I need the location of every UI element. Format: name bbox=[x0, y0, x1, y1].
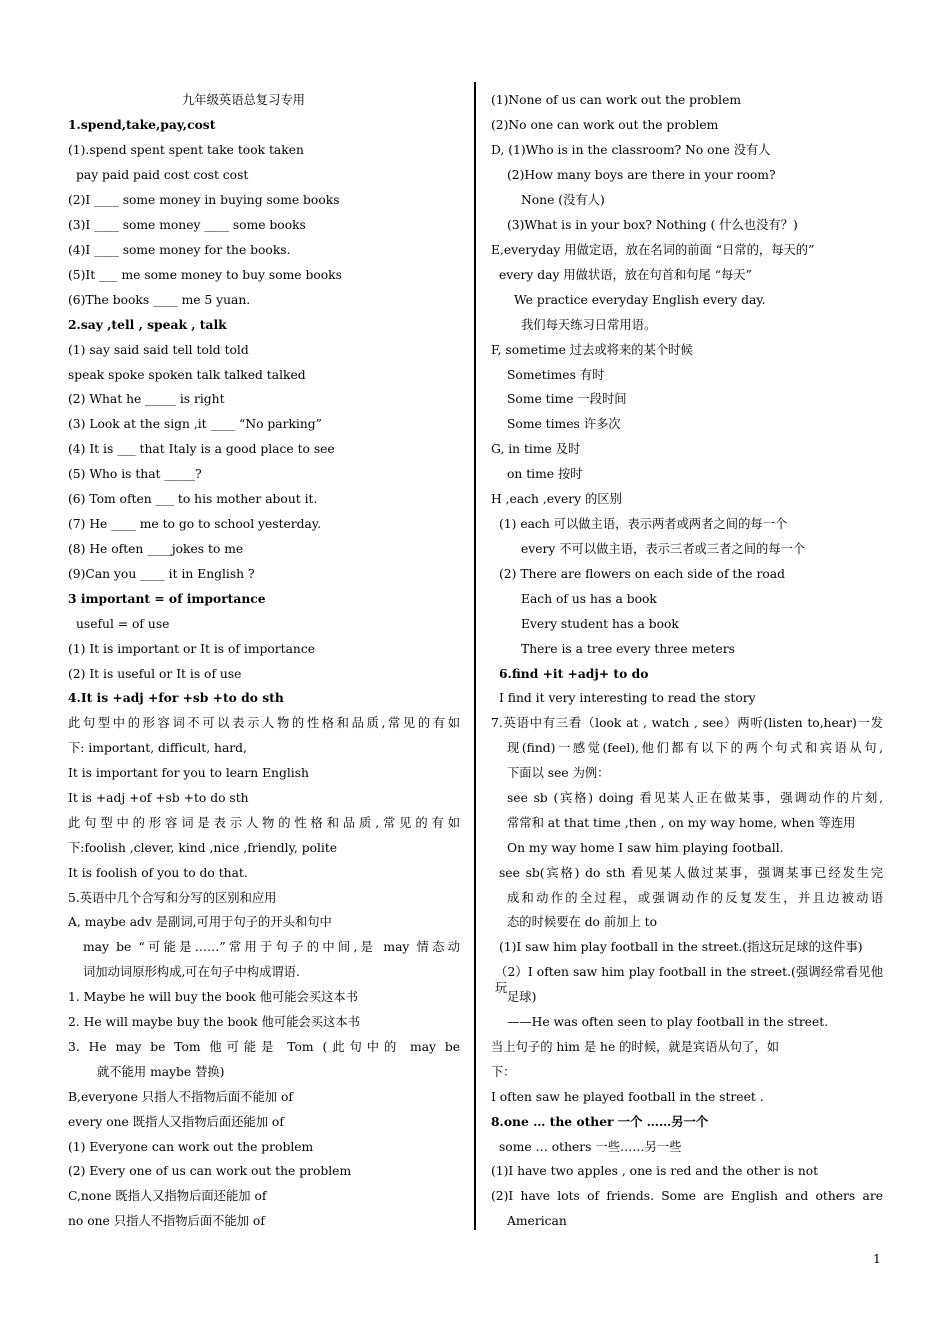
text-line: (8) He often ____jokes to me bbox=[68, 542, 244, 556]
text-line: It is +adj +of +sb +to do sth bbox=[68, 791, 249, 805]
text-line: every day 用做状语，放在句首和句尾 “每天” bbox=[499, 268, 752, 282]
text-line: (1)I saw him play football in the street.(指这玩足球的这件事) bbox=[499, 940, 863, 954]
text-line: (5)It ___ me some money to buy some books bbox=[68, 268, 342, 282]
text-line: 7.英语中有三看（look at , watch , see）两听(listen to,hear)一发 bbox=[491, 716, 883, 730]
text-line: 2. He will maybe buy the book 他可能会买这本书 bbox=[68, 1015, 360, 1029]
text-line: (2) Every one of us can work out the problem bbox=[68, 1164, 352, 1178]
text-line: ——He was often seen to play football in the street. bbox=[507, 1015, 829, 1029]
text-line: (1) Everyone can work out the problem bbox=[68, 1140, 314, 1154]
text-line: 5.英语中几个合写和分写的区别和应用 bbox=[68, 891, 277, 905]
text-line: 3 important = of importance bbox=[68, 591, 266, 606]
text-line: Each of us has a book bbox=[521, 592, 657, 606]
text-line: see sb(宾格) do sth 看见某人做过某事，强调某事已经发生完 bbox=[499, 866, 883, 880]
text-line: D, (1)Who is in the classroom? No one 没有人 bbox=[491, 143, 771, 157]
text-line: 成和动作的全过程，或强调动作的反复发生，并且边被动语 bbox=[507, 891, 883, 905]
text-line: no one 只指人不指物后面不能加 of bbox=[68, 1214, 265, 1228]
text-line: every 不可以做主语，表示三者或三者之间的每一个 bbox=[521, 542, 806, 556]
text-line: It is important for you to learn English bbox=[68, 766, 309, 780]
text-line: I find it very interesting to read the story bbox=[499, 691, 756, 705]
text-line: 2.say ,tell , speak , talk bbox=[68, 317, 227, 332]
text-line: 下面以 see 为例： bbox=[507, 766, 610, 780]
text-line: 下: important, difficult, hard, bbox=[68, 741, 247, 755]
text-line: (1)I have two apples , one is red and the other is not bbox=[491, 1164, 819, 1178]
text-line: On my way home I saw him playing football. bbox=[507, 841, 784, 855]
text-line: (2) It is useful or It is of use bbox=[68, 667, 242, 681]
text-line: (5) Who is that _____? bbox=[68, 467, 202, 481]
text-line: (3) Look at the sign ,it ____ “No parking” bbox=[68, 417, 322, 431]
text-line: (1)None of us can work out the problem bbox=[491, 93, 742, 107]
text-line: 现(find)一感觉(feel),他们都有以下的两个句式和宾语从句, bbox=[507, 741, 883, 755]
text-line: useful = of use bbox=[76, 617, 170, 631]
text-line: B,everyone 只指人不指物后面不能加 of bbox=[68, 1090, 293, 1104]
text-line: 当上句子的 him 是 he 的时候，就是宾语从句了，如 bbox=[491, 1040, 779, 1054]
text-line: （2）I often saw him play football in the street.(强调经常看见他玩 bbox=[495, 965, 883, 995]
text-line: may be “可能是……”常用于句子的中间,是 may 情态动 bbox=[83, 940, 460, 954]
text-line: 1.spend,take,pay,cost bbox=[68, 117, 216, 132]
text-line: 此句型中的形容词不可以表示人物的性格和品质,常见的有如 bbox=[68, 716, 460, 730]
text-line: (1) It is important or It is of importance bbox=[68, 642, 315, 656]
text-line: (7) He ____ me to go to school yesterday. bbox=[68, 517, 322, 531]
text-line: 4.It is +adj +for +sb +to do sth bbox=[68, 690, 284, 705]
text-line: (6)The books ____ me 5 yuan. bbox=[68, 293, 251, 307]
text-line: (1) each 可以做主语，表示两者或两者之间的每一个 bbox=[499, 517, 788, 531]
text-line: (3)What is in your box? Nothing ( 什么也没有？) bbox=[507, 218, 798, 232]
text-line: (1).spend spent spent take took taken bbox=[68, 143, 304, 157]
page-number: 1 bbox=[873, 1252, 881, 1266]
text-line: G, in time 及时 bbox=[491, 442, 581, 456]
text-line: (6) Tom often ___ to his mother about it. bbox=[68, 492, 318, 506]
text-line: 6.find +it +adj+ to do bbox=[499, 666, 649, 681]
text-line: (4)I ____ some money for the books. bbox=[68, 243, 291, 257]
text-line: We practice everyday English every day. bbox=[514, 293, 766, 307]
text-line: 下： bbox=[491, 1065, 516, 1079]
text-line: see sb (宾格) doing 看见某人正在做某事，强调动作的片刻, bbox=[507, 791, 883, 805]
text-line: (2)No one can work out the problem bbox=[491, 118, 719, 132]
text-line: 下:foolish ,clever, kind ,nice ,friendly, polite bbox=[68, 841, 338, 855]
text-line: (9)Can you ____ it in English ? bbox=[68, 567, 255, 581]
text-line: F, sometime 过去或将来的某个时候 bbox=[491, 343, 693, 357]
text-line: (2)I have lots of friends. Some are English and others are bbox=[491, 1189, 883, 1203]
text-line: Some time 一段时间 bbox=[507, 392, 627, 406]
text-line: H ,each ,every 的区别 bbox=[491, 492, 622, 506]
text-line: None (没有人) bbox=[521, 193, 605, 207]
text-line: (1) say said said tell told told bbox=[68, 343, 249, 357]
text-line: A, maybe adv 是副词,可用于句子的开头和句中 bbox=[68, 915, 332, 929]
text-line: 常常和 at that time ,then , on my way home, when 等连用 bbox=[507, 816, 856, 830]
text-line: C,none 既指人又指物后面还能加 of bbox=[68, 1189, 267, 1203]
text-line: Sometimes 有时 bbox=[507, 368, 605, 382]
text-line: speak spoke spoken talk talked talked bbox=[68, 368, 306, 382]
text-line: Every student has a book bbox=[521, 617, 679, 631]
text-line: (2) There are flowers on each side of the road bbox=[499, 567, 785, 581]
text-line: 词加动词原形构成,可在句子中构成谓语. bbox=[83, 965, 300, 979]
text-line: I often saw he played football in the street . bbox=[491, 1090, 764, 1104]
text-line: (3)I ____ some money ____ some books bbox=[68, 218, 306, 232]
text-line: (2)How many boys are there in your room? bbox=[507, 168, 776, 182]
text-line: 8.one … the other 一个 ……另一个 bbox=[491, 1114, 709, 1129]
text-line: 我们每天练习日常用语。 bbox=[521, 318, 657, 332]
text-line: 3. He may be Tom 他可能是 Tom (此句中的 may be bbox=[68, 1040, 460, 1054]
text-line: 就不能用 maybe 替换) bbox=[97, 1065, 225, 1079]
text-line: every one 既指人又指物后面还能加 of bbox=[68, 1115, 284, 1129]
text-line: some … others 一些……另一些 bbox=[499, 1140, 682, 1154]
text-line: It is foolish of you to do that. bbox=[68, 866, 248, 880]
text-line: 态的时候要在 do 前加上 to bbox=[507, 915, 658, 929]
text-line: 1. Maybe he will buy the book 他可能会买这本书 bbox=[68, 990, 359, 1004]
text-line: pay paid paid cost cost cost bbox=[76, 168, 249, 182]
text-line: (2)I ____ some money in buying some books bbox=[68, 193, 340, 207]
text-line: 足球) bbox=[507, 990, 537, 1004]
text-line: American bbox=[507, 1214, 567, 1228]
text-line: There is a tree every three meters bbox=[521, 642, 735, 656]
text-line: Some times 许多次 bbox=[507, 417, 621, 431]
text-line: on time 按时 bbox=[507, 467, 583, 481]
text-line: (4) It is ___ that Italy is a good place to see bbox=[68, 442, 335, 456]
text-line: (2) What he _____ is right bbox=[68, 392, 225, 406]
text-line: 此句型中的形容词是表示人物的性格和品质,常见的有如 bbox=[68, 816, 460, 830]
text-line: E,everyday 用做定语，放在名词的前面 “日常的，每天的” bbox=[491, 243, 815, 257]
column-divider bbox=[474, 82, 476, 1230]
text-line: 九年级英语总复习专用 bbox=[182, 93, 305, 107]
